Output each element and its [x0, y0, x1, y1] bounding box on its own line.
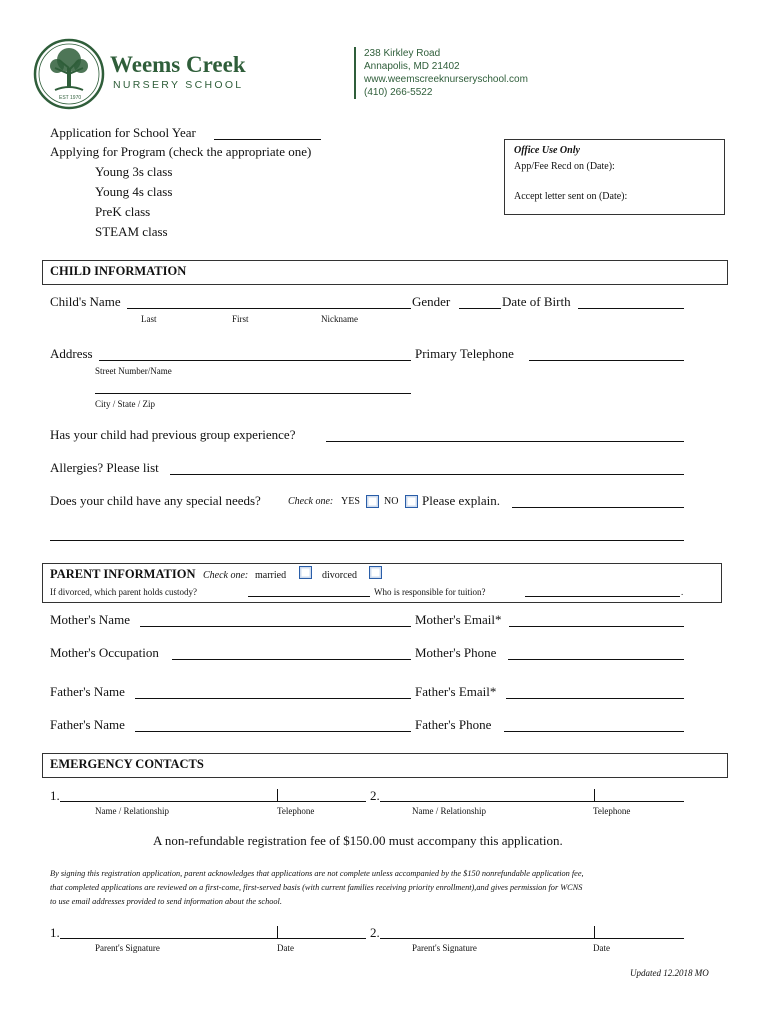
yes-label: YES — [341, 496, 360, 507]
group-experience-line[interactable] — [326, 441, 684, 442]
custody-label: If divorced, which parent holds custody? — [50, 587, 197, 597]
mother-phone-label: Mother's Phone — [415, 645, 497, 660]
emergency-2-name-line[interactable] — [380, 801, 594, 802]
parent-signature-label-2: Parent's Signature — [412, 943, 477, 953]
tuition-label: Who is responsible for tuition? — [374, 587, 486, 597]
emergency-1-num: 1. — [50, 788, 60, 803]
allergies-label: Allergies? Please list — [50, 460, 159, 475]
dob-label: Date of Birth — [502, 294, 571, 309]
gender-label: Gender — [412, 294, 451, 309]
parent-heading: PARENT INFORMATION — [50, 567, 196, 581]
emergency-2-telephone-label: Telephone — [593, 806, 631, 816]
custody-line[interactable] — [248, 596, 370, 597]
office-accept: Accept letter sent on (Date): — [514, 191, 628, 202]
option-steam[interactable]: STEAM class — [95, 224, 168, 239]
address-line[interactable] — [99, 360, 411, 361]
special-check-one: Check one: — [288, 496, 334, 507]
father-name-label-2: Father's Name — [50, 717, 125, 732]
phone: (410) 266-5522 — [364, 87, 433, 98]
primary-phone-label: Primary Telephone — [415, 346, 514, 361]
tuition-end: . — [681, 587, 684, 597]
website: www.weemscreeknurseryschool.com — [364, 74, 528, 85]
special-yes-checkbox[interactable] — [366, 495, 379, 508]
logo-name: Weems Creek — [110, 52, 246, 77]
allergies-line[interactable] — [170, 474, 684, 475]
signature-2-line[interactable] — [380, 938, 594, 939]
last-label: Last — [141, 314, 157, 324]
emergency-1-telephone-label: Telephone — [277, 806, 315, 816]
disclaimer-line-1: By signing this registration application, parent acknowledges that applications are not complete unless accompanied by the $150 nonrefundable application fee, — [50, 869, 584, 878]
special-no-checkbox[interactable] — [405, 495, 418, 508]
special-needs-label: Does your child have any special needs? — [50, 493, 261, 508]
header-divider — [354, 47, 356, 99]
updated-note: Updated 12.2018 MO — [630, 968, 709, 978]
father-name-line-2[interactable] — [135, 731, 411, 732]
divorced-checkbox[interactable] — [369, 566, 382, 579]
explain-label: Please explain. — [422, 493, 500, 508]
address-line1: 238 Kirkley Road — [364, 48, 441, 59]
child-name-line[interactable] — [127, 308, 411, 309]
mother-occupation-label: Mother's Occupation — [50, 645, 159, 660]
signature-1-line[interactable] — [60, 938, 277, 939]
signature-2-date-line[interactable] — [595, 938, 684, 939]
married-checkbox[interactable] — [299, 566, 312, 579]
gender-line[interactable] — [459, 308, 501, 309]
fee-notice: A non-refundable registration fee of $150.00 must accompany this application. — [153, 833, 563, 848]
father-name-line[interactable] — [135, 698, 411, 699]
married-label: married — [255, 570, 287, 581]
first-label: First — [232, 314, 249, 324]
emergency-heading: EMERGENCY CONTACTS — [50, 757, 204, 771]
father-phone-line[interactable] — [504, 731, 684, 732]
explain-line[interactable] — [512, 507, 684, 508]
father-email-label: Father's Email* — [415, 684, 497, 699]
parent-signature-label-1: Parent's Signature — [95, 943, 160, 953]
mother-email-label: Mother's Email* — [415, 612, 502, 627]
nickname-label: Nickname — [321, 314, 358, 324]
father-email-line[interactable] — [506, 698, 684, 699]
divorced-label: divorced — [322, 570, 357, 581]
program-label: Applying for Program (check the appropriate one) — [50, 144, 312, 159]
emergency-1-name-line[interactable] — [60, 801, 277, 802]
address-line2: Annapolis, MD 21402 — [364, 61, 460, 72]
emergency-2-num: 2. — [370, 788, 380, 803]
option-young-3s[interactable]: Young 3s class — [95, 164, 173, 179]
no-label: NO — [384, 496, 399, 507]
mother-name-label: Mother's Name — [50, 612, 130, 627]
tuition-line[interactable] — [525, 596, 680, 597]
mother-email-line[interactable] — [509, 626, 684, 627]
father-phone-label: Father's Phone — [415, 717, 492, 732]
disclaimer-line-2: that completed applications are reviewed on a first-come, first-served basis (with current families receiving priority enrollment),and gives permission for WCNS — [50, 883, 583, 892]
signature-date-label-1: Date — [277, 943, 294, 953]
child-heading: CHILD INFORMATION — [50, 264, 187, 278]
option-prek[interactable]: PreK class — [95, 204, 151, 219]
mother-name-line[interactable] — [140, 626, 411, 627]
parent-check-one: Check one: — [203, 570, 249, 581]
emergency-2-phone-line[interactable] — [595, 801, 684, 802]
signature-2-num: 2. — [370, 925, 380, 940]
school-year-line[interactable] — [214, 139, 321, 140]
emergency-2-namerel-label: Name / Relationship — [412, 806, 486, 816]
father-name-label: Father's Name — [50, 684, 125, 699]
signature-date-label-2: Date — [593, 943, 610, 953]
emergency-1-phone-line[interactable] — [278, 801, 366, 802]
street-label: Street Number/Name — [95, 366, 172, 376]
office-fee: App/Fee Recd on (Date): — [514, 161, 615, 172]
primary-phone-line[interactable] — [529, 360, 684, 361]
office-title: Office Use Only — [514, 145, 580, 156]
logo-est: EST 1970 — [59, 95, 82, 101]
signature-1-num: 1. — [50, 925, 60, 940]
city-line[interactable] — [95, 393, 411, 394]
dob-line[interactable] — [578, 308, 684, 309]
mother-phone-line[interactable] — [508, 659, 684, 660]
child-name-label: Child's Name — [50, 294, 121, 309]
city-label: City / State / Zip — [95, 399, 155, 409]
logo-sub: NURSERY SCHOOL — [113, 79, 244, 91]
address-label: Address — [50, 346, 93, 361]
school-year-label: Application for School Year — [50, 125, 196, 140]
group-experience-label: Has your child had previous group experience? — [50, 427, 296, 442]
emergency-1-namerel-label: Name / Relationship — [95, 806, 169, 816]
disclaimer — [50, 867, 584, 909]
disclaimer-line-3: to use email addresses provided to send information about the school. — [50, 897, 282, 906]
explain-line-2[interactable] — [50, 540, 684, 541]
signature-1-date-line[interactable] — [278, 938, 366, 939]
option-young-4s[interactable]: Young 4s class — [95, 184, 173, 199]
mother-occupation-line[interactable] — [172, 659, 411, 660]
